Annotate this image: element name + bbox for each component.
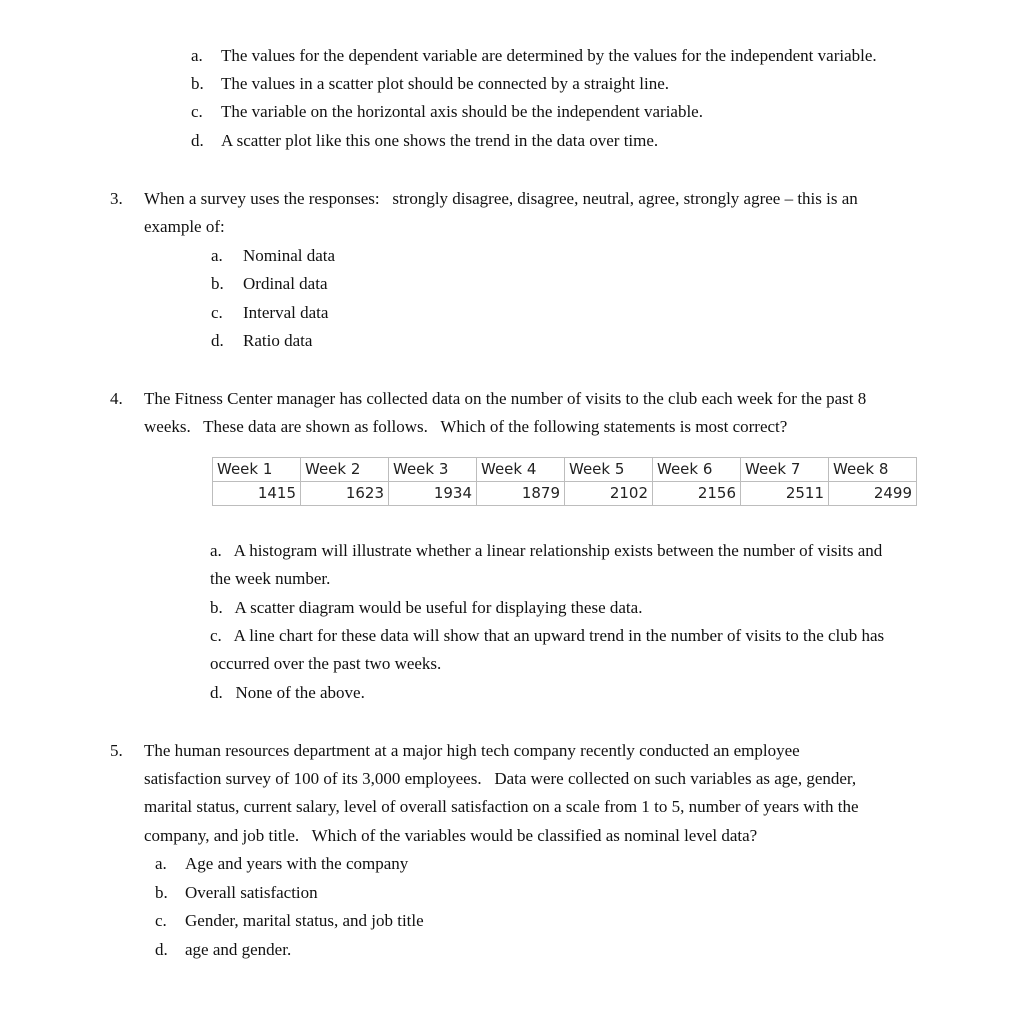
q5-option-d-label: d. <box>155 940 168 959</box>
q3-option-a-label: a. <box>211 246 223 265</box>
week-header-cell: Week 2 <box>301 458 389 482</box>
q3-option-c-text: Interval data <box>243 303 329 322</box>
q2-option-c-label: c. <box>191 102 203 121</box>
q4-question-line2: weeks. These data are shown as follows. Which of the following statements is most correct? <box>144 417 788 436</box>
q5-option-d-text: age and gender. <box>185 940 292 959</box>
q4-option-c-line2: occurred over the past two weeks. <box>210 654 442 673</box>
visits-value-cell: 1415 <box>213 482 301 506</box>
q5-question-line1: The human resources department at a major high tech company recently conducted an employee <box>144 741 800 760</box>
q3-option-d-label: d. <box>211 331 224 350</box>
q3-option-b-text: Ordinal data <box>243 274 328 293</box>
q5-question-line4: company, and job title. Which of the variables would be classified as nominal level data? <box>144 826 758 845</box>
q4-option-a-line2: the week number. <box>210 569 331 588</box>
week-visits-table <box>212 457 917 506</box>
week-header-cell: Week 5 <box>565 458 653 482</box>
q5-question-line3: marital status, current salary, level of overall satisfaction on a scale from 1 to 5, number of years with the <box>144 797 859 816</box>
visits-value-row <box>213 482 917 506</box>
q2-option-a-label: a. <box>191 46 203 65</box>
week-header-cell: Week 8 <box>829 458 917 482</box>
week-header-cell: Week 3 <box>389 458 477 482</box>
q2-option-a-text: The values for the dependent variable are determined by the values for the independent variable. <box>221 46 877 65</box>
week-header-cell: Week 4 <box>477 458 565 482</box>
q3-option-b-label: b. <box>211 274 224 293</box>
q4-option-d: d. None of the above. <box>210 683 365 702</box>
q2-option-d-label: d. <box>191 131 204 150</box>
q3-option-a-text: Nominal data <box>243 246 336 265</box>
visits-value-cell: 2156 <box>653 482 741 506</box>
q5-question-line2: satisfaction survey of 100 of its 3,000 employees. Data were collected on such variables as age, gender, <box>144 769 857 788</box>
q5-number: 5. <box>110 741 123 760</box>
q4-option-b: b. A scatter diagram would be useful for displaying these data. <box>210 598 643 617</box>
q5-option-b-text: Overall satisfaction <box>185 883 318 902</box>
week-header-cell: Week 6 <box>653 458 741 482</box>
q2-option-c-text: The variable on the horizontal axis should be the independent variable. <box>221 102 703 121</box>
q5-option-a-label: a. <box>155 854 167 873</box>
q4-number: 4. <box>110 389 123 408</box>
visits-value-cell: 2499 <box>829 482 917 506</box>
q5-option-c-text: Gender, marital status, and job title <box>185 911 424 930</box>
q5-option-a-text: Age and years with the company <box>185 854 409 873</box>
visits-value-cell: 2102 <box>565 482 653 506</box>
q2-option-b-label: b. <box>191 74 204 93</box>
visits-value-cell: 2511 <box>741 482 829 506</box>
week-header-cell: Week 7 <box>741 458 829 482</box>
week-header-row <box>213 458 917 482</box>
q3-option-d-text: Ratio data <box>243 331 313 350</box>
q5-option-c-label: c. <box>155 911 167 930</box>
visits-value-cell: 1623 <box>301 482 389 506</box>
q2-option-d-text: A scatter plot like this one shows the trend in the data over time. <box>221 131 659 150</box>
q5-option-b-label: b. <box>155 883 168 902</box>
q3-number: 3. <box>110 189 123 208</box>
q2-option-b-text: The values in a scatter plot should be connected by a straight line. <box>221 74 670 93</box>
q3-option-c-label: c. <box>211 303 223 322</box>
week-header-cell: Week 1 <box>213 458 301 482</box>
visits-value-cell: 1879 <box>477 482 565 506</box>
visits-value-cell: 1934 <box>389 482 477 506</box>
q3-question-line1: When a survey uses the responses: strongly disagree, disagree, neutral, agree, strongly agree – this is an <box>144 189 858 208</box>
q4-option-c-line1: c. A line chart for these data will show that an upward trend in the number of visits to the club has <box>210 626 885 645</box>
q4-option-a-line1: a. A histogram will illustrate whether a linear relationship exists between the number of visits and <box>210 541 883 560</box>
q3-question-line2: example of: <box>144 217 225 236</box>
q4-question-line1: The Fitness Center manager has collected data on the number of visits to the club each week for the past 8 <box>144 389 867 408</box>
